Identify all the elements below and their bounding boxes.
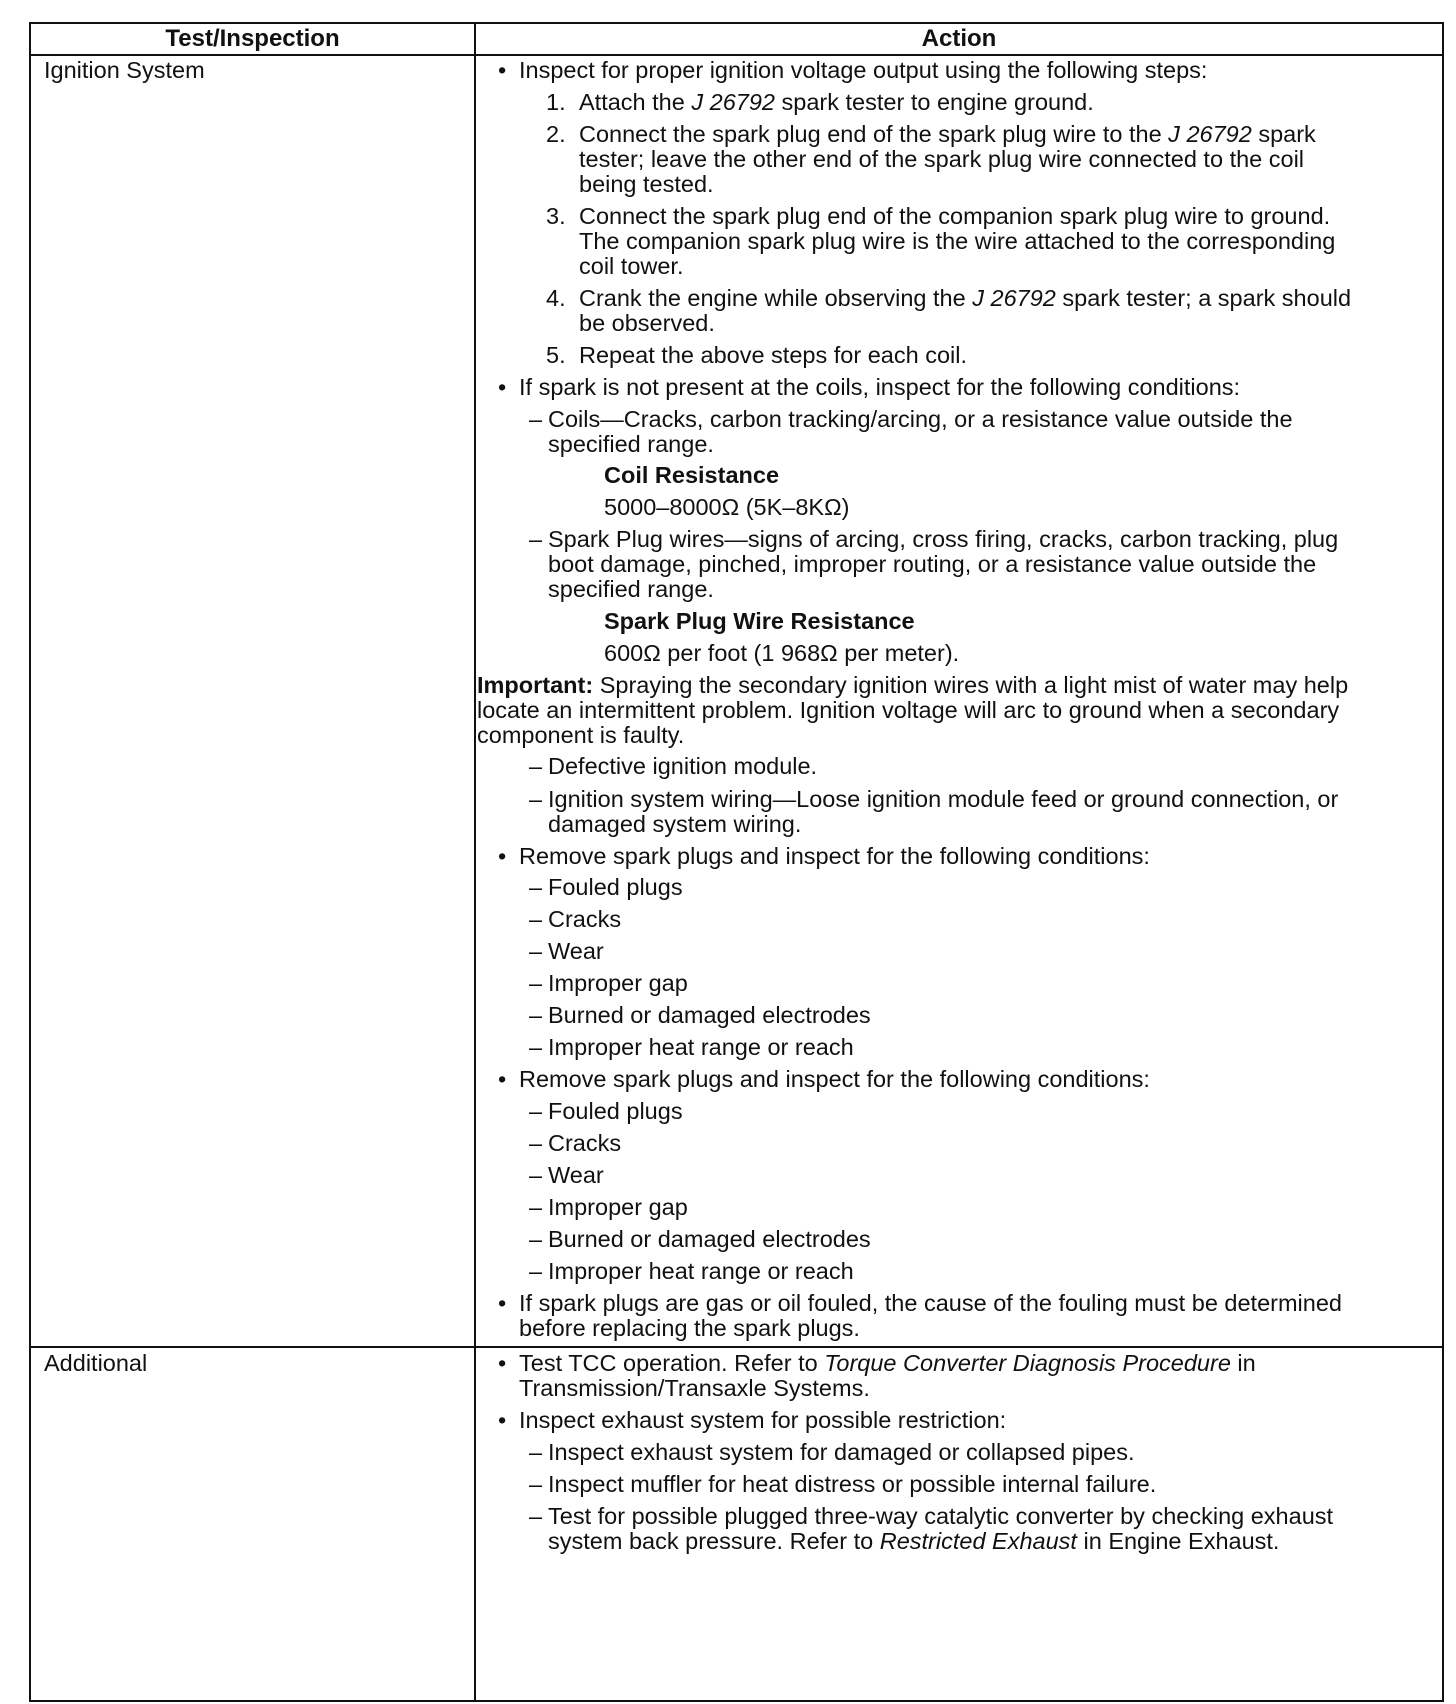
row-divider bbox=[31, 1346, 1442, 1348]
row-label-ignition-system: Ignition System bbox=[44, 57, 205, 83]
spec-title: Spark Plug Wire Resistance bbox=[604, 608, 915, 634]
bullet-text: If spark plugs are gas or oil fouled, the cause of the fouling must be determined bbox=[519, 1290, 1342, 1316]
dash-item-text: Improper gap bbox=[548, 970, 688, 996]
continuation-text: coil tower. bbox=[579, 253, 684, 279]
bullet-icon: • bbox=[498, 843, 507, 869]
bullet-text: If spark is not present at the coils, inspect for the following conditions: bbox=[519, 374, 1241, 400]
row-label-additional: Additional bbox=[44, 1350, 148, 1376]
dash-item-text: Cracks bbox=[548, 1130, 622, 1156]
bullet-text: Test TCC operation. Refer to Torque Converter Diagnosis Procedure in bbox=[519, 1350, 1256, 1376]
dash-icon: – bbox=[529, 970, 543, 996]
continuation-text: be observed. bbox=[579, 310, 715, 336]
dash-icon: – bbox=[529, 906, 543, 932]
dash-icon: – bbox=[529, 753, 543, 779]
continuation-text: damaged system wiring. bbox=[548, 811, 802, 837]
bullet-text: Inspect exhaust system for possible restriction: bbox=[519, 1407, 1007, 1433]
step-text: Connect the spark plug end of the companion spark plug wire to ground. bbox=[579, 203, 1331, 229]
dash-item-text: Wear bbox=[548, 1162, 604, 1188]
continuation-text: before replacing the spark plugs. bbox=[519, 1315, 860, 1341]
step-number: 3. bbox=[546, 203, 566, 229]
bullet-icon: • bbox=[498, 1290, 507, 1316]
bullet-icon: • bbox=[498, 57, 507, 83]
dash-icon: – bbox=[529, 1162, 543, 1188]
bullet-text: Remove spark plugs and inspect for the following conditions: bbox=[519, 843, 1150, 869]
dash-item-text: Fouled plugs bbox=[548, 874, 683, 900]
dash-item-text: Coils—Cracks, carbon tracking/arcing, or a resistance value outside the bbox=[548, 406, 1293, 432]
note-text: locate an intermittent problem. Ignition voltage will arc to ground when a secondary bbox=[477, 697, 1340, 723]
bullet-icon: • bbox=[498, 1407, 507, 1433]
dash-item-text: Inspect muffler for heat distress or possible internal failure. bbox=[548, 1471, 1157, 1497]
continuation-text: being tested. bbox=[579, 171, 714, 197]
dash-item-text: Defective ignition module. bbox=[548, 753, 818, 779]
continuation-text: The companion spark plug wire is the wire attached to the corresponding bbox=[579, 228, 1336, 254]
dash-icon: – bbox=[529, 874, 543, 900]
spec-title: Coil Resistance bbox=[604, 462, 780, 488]
bullet-text: Inspect for proper ignition voltage output using the following steps: bbox=[519, 57, 1208, 83]
dash-item-text: Test for possible plugged three-way catalytic converter by checking exhaust bbox=[548, 1503, 1334, 1529]
continuation-text: boot damage, pinched, improper routing, or a resistance value outside the bbox=[548, 551, 1317, 577]
note-text: component is faulty. bbox=[477, 722, 685, 748]
step-text: Connect the spark plug end of the spark plug wire to the J 26792 spark bbox=[579, 121, 1316, 147]
dash-item-text: Improper heat range or reach bbox=[548, 1258, 854, 1284]
dash-icon: – bbox=[529, 1471, 543, 1497]
col-header-action: Action bbox=[921, 25, 997, 52]
test-inspection-table bbox=[29, 22, 1444, 1702]
dash-icon: – bbox=[529, 786, 543, 812]
dash-item-text: Burned or damaged electrodes bbox=[548, 1226, 871, 1252]
dash-item-text: Inspect exhaust system for damaged or collapsed pipes. bbox=[548, 1439, 1135, 1465]
step-text: Repeat the above steps for each coil. bbox=[579, 342, 967, 368]
step-text: Crank the engine while observing the J 26792 spark tester; a spark should bbox=[579, 285, 1352, 311]
bullet-text: Remove spark plugs and inspect for the following conditions: bbox=[519, 1066, 1150, 1092]
dash-icon: – bbox=[529, 1194, 543, 1220]
dash-icon: – bbox=[529, 1503, 543, 1529]
continuation-text: Transmission/Transaxle Systems. bbox=[519, 1375, 870, 1401]
step-number: 4. bbox=[546, 285, 566, 311]
bullet-icon: • bbox=[498, 1066, 507, 1092]
dash-icon: – bbox=[529, 1226, 543, 1252]
dash-item-text: Spark Plug wires—signs of arcing, cross firing, cracks, carbon tracking, plug bbox=[548, 526, 1339, 552]
dash-icon: – bbox=[529, 406, 543, 432]
dash-item-text: Wear bbox=[548, 938, 604, 964]
dash-item-text: Improper gap bbox=[548, 1194, 688, 1220]
spec-value: 600Ω per foot (1 968Ω per meter). bbox=[604, 640, 960, 666]
column-divider bbox=[474, 24, 476, 1700]
important-note bbox=[477, 672, 1348, 699]
step-number: 5. bbox=[546, 342, 566, 368]
continuation-text: system back pressure. Refer to Restricted Exhaust in Engine Exhaust. bbox=[548, 1528, 1280, 1554]
important-text: Spraying the secondary ignition wires with a light mist of water may help bbox=[593, 672, 1349, 698]
dash-item-text: Fouled plugs bbox=[548, 1098, 683, 1124]
dash-icon: – bbox=[529, 938, 543, 964]
dash-icon: – bbox=[529, 1098, 543, 1124]
bullet-icon: • bbox=[498, 374, 507, 400]
dash-icon: – bbox=[529, 1034, 543, 1060]
important-label: Important: bbox=[477, 672, 594, 698]
continuation-text: specified range. bbox=[548, 576, 714, 602]
continuation-text: specified range. bbox=[548, 431, 714, 457]
spec-value: 5000–8000Ω (5K–8KΩ) bbox=[604, 494, 850, 520]
step-number: 2. bbox=[546, 121, 566, 147]
dash-item-text: Cracks bbox=[548, 906, 622, 932]
dash-icon: – bbox=[529, 526, 543, 552]
dash-item-text: Burned or damaged electrodes bbox=[548, 1002, 871, 1028]
continuation-text: tester; leave the other end of the spark plug wire connected to the coil bbox=[579, 146, 1305, 172]
dash-icon: – bbox=[529, 1258, 543, 1284]
dash-icon: – bbox=[529, 1130, 543, 1156]
dash-icon: – bbox=[529, 1002, 543, 1028]
table-header bbox=[31, 24, 1442, 56]
step-number: 1. bbox=[546, 89, 566, 115]
col-header-test-inspection: Test/Inspection bbox=[165, 25, 340, 52]
bullet-icon: • bbox=[498, 1350, 507, 1376]
dash-item-text: Ignition system wiring—Loose ignition module feed or ground connection, or bbox=[548, 786, 1339, 812]
dash-icon: – bbox=[529, 1439, 543, 1465]
step-text: Attach the J 26792 spark tester to engine ground. bbox=[579, 89, 1094, 115]
dash-item-text: Improper heat range or reach bbox=[548, 1034, 854, 1060]
